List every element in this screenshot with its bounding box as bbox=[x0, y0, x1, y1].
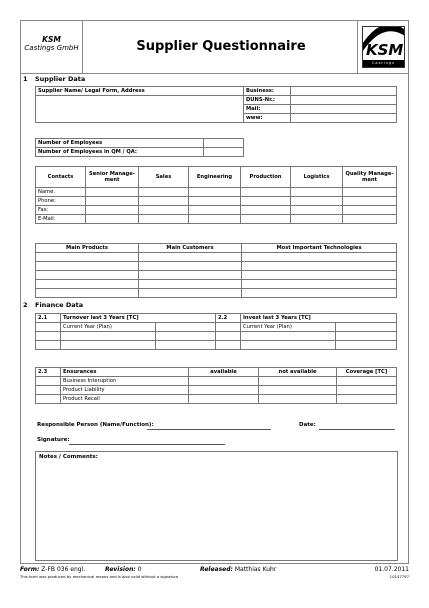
cell[interactable] bbox=[242, 253, 397, 262]
turnover-label: Turnover last 3 Years [TC] bbox=[61, 314, 216, 323]
invest-number: 2.2 bbox=[216, 314, 241, 323]
form-header bbox=[21, 21, 408, 74]
col-senior-management: Senior Manage-ment bbox=[86, 167, 139, 188]
cell[interactable] bbox=[241, 206, 291, 215]
cell[interactable] bbox=[36, 262, 139, 271]
cell[interactable] bbox=[337, 386, 397, 395]
contacts-row-fax bbox=[36, 206, 397, 215]
logo-box bbox=[357, 21, 408, 73]
cell[interactable] bbox=[139, 271, 242, 280]
cell[interactable] bbox=[189, 206, 241, 215]
cell[interactable] bbox=[156, 341, 216, 350]
invest-current-year: Current Year (Plan) bbox=[241, 323, 336, 332]
revision-value: 0 bbox=[137, 566, 142, 573]
invest-current-value[interactable] bbox=[336, 323, 397, 332]
cell[interactable] bbox=[139, 280, 242, 289]
col-production: Production bbox=[241, 167, 291, 188]
contacts-row-name bbox=[36, 188, 397, 197]
company-name-box bbox=[21, 21, 83, 73]
employees-table bbox=[35, 138, 244, 157]
cell[interactable] bbox=[241, 341, 336, 350]
cell[interactable] bbox=[259, 386, 337, 395]
revision-label: Revision: bbox=[105, 566, 136, 573]
cell[interactable] bbox=[36, 280, 139, 289]
ensurance-product-recall: Product Recall bbox=[61, 395, 189, 404]
date-line[interactable] bbox=[319, 429, 395, 430]
row-label-phone: Phone: bbox=[36, 197, 86, 206]
ksm-logo-graphic bbox=[363, 27, 404, 60]
cell[interactable] bbox=[242, 262, 397, 271]
cell[interactable] bbox=[86, 206, 139, 215]
col-sales: Sales bbox=[139, 167, 189, 188]
cell[interactable] bbox=[343, 215, 397, 224]
cell[interactable] bbox=[242, 280, 397, 289]
footer-disclaimer: This form was produced by mechanical means and is also valid without a signature bbox=[20, 574, 179, 579]
cell[interactable] bbox=[86, 197, 139, 206]
cell[interactable] bbox=[139, 215, 189, 224]
col-quality-management: Quality Manage-ment bbox=[343, 167, 397, 188]
business-label: Business: bbox=[244, 87, 291, 96]
cell[interactable] bbox=[86, 215, 139, 224]
col-contacts: Contacts bbox=[36, 167, 86, 188]
cell[interactable] bbox=[139, 262, 242, 271]
responsible-person-label: Responsible Person (Name/Function): bbox=[37, 422, 154, 428]
signature-line[interactable] bbox=[69, 444, 225, 445]
cell[interactable] bbox=[241, 197, 291, 206]
cell[interactable] bbox=[291, 215, 343, 224]
row-label-email: E-Mail: bbox=[36, 215, 86, 224]
ensurances-number: 2.3 bbox=[36, 368, 61, 377]
business-field[interactable] bbox=[291, 87, 397, 96]
cell[interactable] bbox=[189, 377, 259, 386]
cell[interactable] bbox=[241, 215, 291, 224]
invest-label: Invest last 3 Years [TC] bbox=[241, 314, 397, 323]
cell[interactable] bbox=[36, 271, 139, 280]
mail-field[interactable] bbox=[291, 105, 397, 114]
signature-label: Signature: bbox=[37, 437, 70, 443]
cell[interactable] bbox=[189, 188, 241, 197]
section2-number: 2 bbox=[23, 301, 28, 309]
www-label: www: bbox=[244, 114, 291, 123]
footer-doc-id: 10147797 bbox=[389, 574, 409, 579]
col-logistics: Logistics bbox=[291, 167, 343, 188]
employees-qm-field[interactable] bbox=[204, 148, 244, 157]
cell[interactable] bbox=[189, 386, 259, 395]
cell[interactable] bbox=[189, 197, 241, 206]
col-available: available bbox=[189, 368, 259, 377]
cell[interactable] bbox=[242, 271, 397, 280]
cell[interactable] bbox=[343, 188, 397, 197]
cell[interactable] bbox=[139, 289, 242, 298]
cell[interactable] bbox=[36, 289, 139, 298]
col-coverage: Coverage [TC] bbox=[337, 368, 397, 377]
section1-title: Supplier Data bbox=[35, 75, 86, 83]
products-row bbox=[36, 253, 397, 262]
turnover-current-year: Current Year (Plan) bbox=[61, 323, 156, 332]
cell[interactable] bbox=[291, 188, 343, 197]
cell[interactable] bbox=[156, 332, 216, 341]
released-value: Matthias Kuhr bbox=[234, 566, 277, 573]
cell[interactable] bbox=[343, 206, 397, 215]
col-engineering: Engineering bbox=[189, 167, 241, 188]
products-row bbox=[36, 280, 397, 289]
released-label: Released: bbox=[200, 566, 233, 573]
section2-title: Finance Data bbox=[35, 301, 84, 309]
col-main-products: Main Products bbox=[36, 244, 139, 253]
questionnaire-page bbox=[20, 20, 409, 564]
form-value: Z-FB 036 engl. bbox=[41, 566, 86, 573]
cell[interactable] bbox=[61, 332, 156, 341]
duns-field[interactable] bbox=[291, 96, 397, 105]
cell[interactable] bbox=[336, 341, 397, 350]
company-line2: Castings GmbH bbox=[24, 44, 79, 52]
page-title: Supplier Questionnaire bbox=[136, 39, 306, 54]
date-label: Date: bbox=[299, 422, 316, 428]
cell[interactable] bbox=[139, 197, 189, 206]
row-label-fax: Fax: bbox=[36, 206, 86, 215]
contacts-row-email bbox=[36, 215, 397, 224]
cell[interactable] bbox=[336, 332, 397, 341]
section1-number: 1 bbox=[23, 75, 28, 83]
cell[interactable] bbox=[139, 206, 189, 215]
cell[interactable] bbox=[259, 377, 337, 386]
ensurances-label: Ensurances bbox=[61, 368, 189, 377]
cell[interactable] bbox=[241, 332, 336, 341]
section1-heading bbox=[23, 75, 85, 83]
supplier-name-label: Supplier Name/ Legal Form, Address bbox=[36, 87, 244, 96]
supplier-address-field[interactable] bbox=[36, 96, 244, 123]
row-label-name: Name: bbox=[36, 188, 86, 197]
cell[interactable] bbox=[337, 377, 397, 386]
notes-box[interactable] bbox=[35, 451, 398, 561]
cell[interactable] bbox=[291, 206, 343, 215]
section2-heading bbox=[23, 301, 83, 309]
responsible-person-line[interactable] bbox=[147, 429, 271, 430]
ensurance-business-interuption: Business Interuption bbox=[61, 377, 189, 386]
employees-label: Number of Employees bbox=[36, 139, 204, 148]
contacts-table bbox=[35, 166, 397, 224]
footer-date: 01.07.2011 bbox=[374, 566, 409, 573]
col-technologies: Most Important Technologies bbox=[242, 244, 397, 253]
cell[interactable] bbox=[291, 197, 343, 206]
products-row bbox=[36, 289, 397, 298]
col-not-available: not available bbox=[259, 368, 337, 377]
cell[interactable] bbox=[139, 253, 242, 262]
cell[interactable] bbox=[242, 289, 397, 298]
employees-qm-label: Number of Employees in QM / QA: bbox=[36, 148, 204, 157]
col-main-customers: Main Customers bbox=[139, 244, 242, 253]
form-label: Form: bbox=[20, 566, 40, 573]
ensurance-product-liability: Product Liability bbox=[61, 386, 189, 395]
cell[interactable] bbox=[337, 395, 397, 404]
finance-table bbox=[35, 313, 397, 350]
cell[interactable] bbox=[189, 395, 259, 404]
supplier-table bbox=[35, 86, 397, 123]
company-line1: KSM bbox=[42, 35, 61, 44]
cell[interactable] bbox=[61, 341, 156, 350]
duns-label: DUNS-Nr.: bbox=[244, 96, 291, 105]
employees-field[interactable] bbox=[204, 139, 244, 148]
ksm-logo bbox=[362, 26, 405, 68]
notes-label: Notes / Comments: bbox=[39, 454, 98, 460]
www-field[interactable] bbox=[291, 114, 397, 123]
contacts-row-phone bbox=[36, 197, 397, 206]
cell[interactable] bbox=[36, 253, 139, 262]
cell[interactable] bbox=[259, 395, 337, 404]
products-table bbox=[35, 243, 397, 298]
ensurances-table bbox=[35, 367, 397, 404]
cell[interactable] bbox=[343, 197, 397, 206]
turnover-number: 2.1 bbox=[36, 314, 61, 323]
products-row bbox=[36, 271, 397, 280]
mail-label: Mail: bbox=[244, 105, 291, 114]
products-row bbox=[36, 262, 397, 271]
cell[interactable] bbox=[139, 188, 189, 197]
cell[interactable] bbox=[241, 188, 291, 197]
cell[interactable] bbox=[86, 188, 139, 197]
turnover-current-value[interactable] bbox=[156, 323, 216, 332]
logo-text: KSM bbox=[366, 41, 404, 59]
cell[interactable] bbox=[189, 215, 241, 224]
logo-subtext: Castings bbox=[363, 60, 404, 67]
